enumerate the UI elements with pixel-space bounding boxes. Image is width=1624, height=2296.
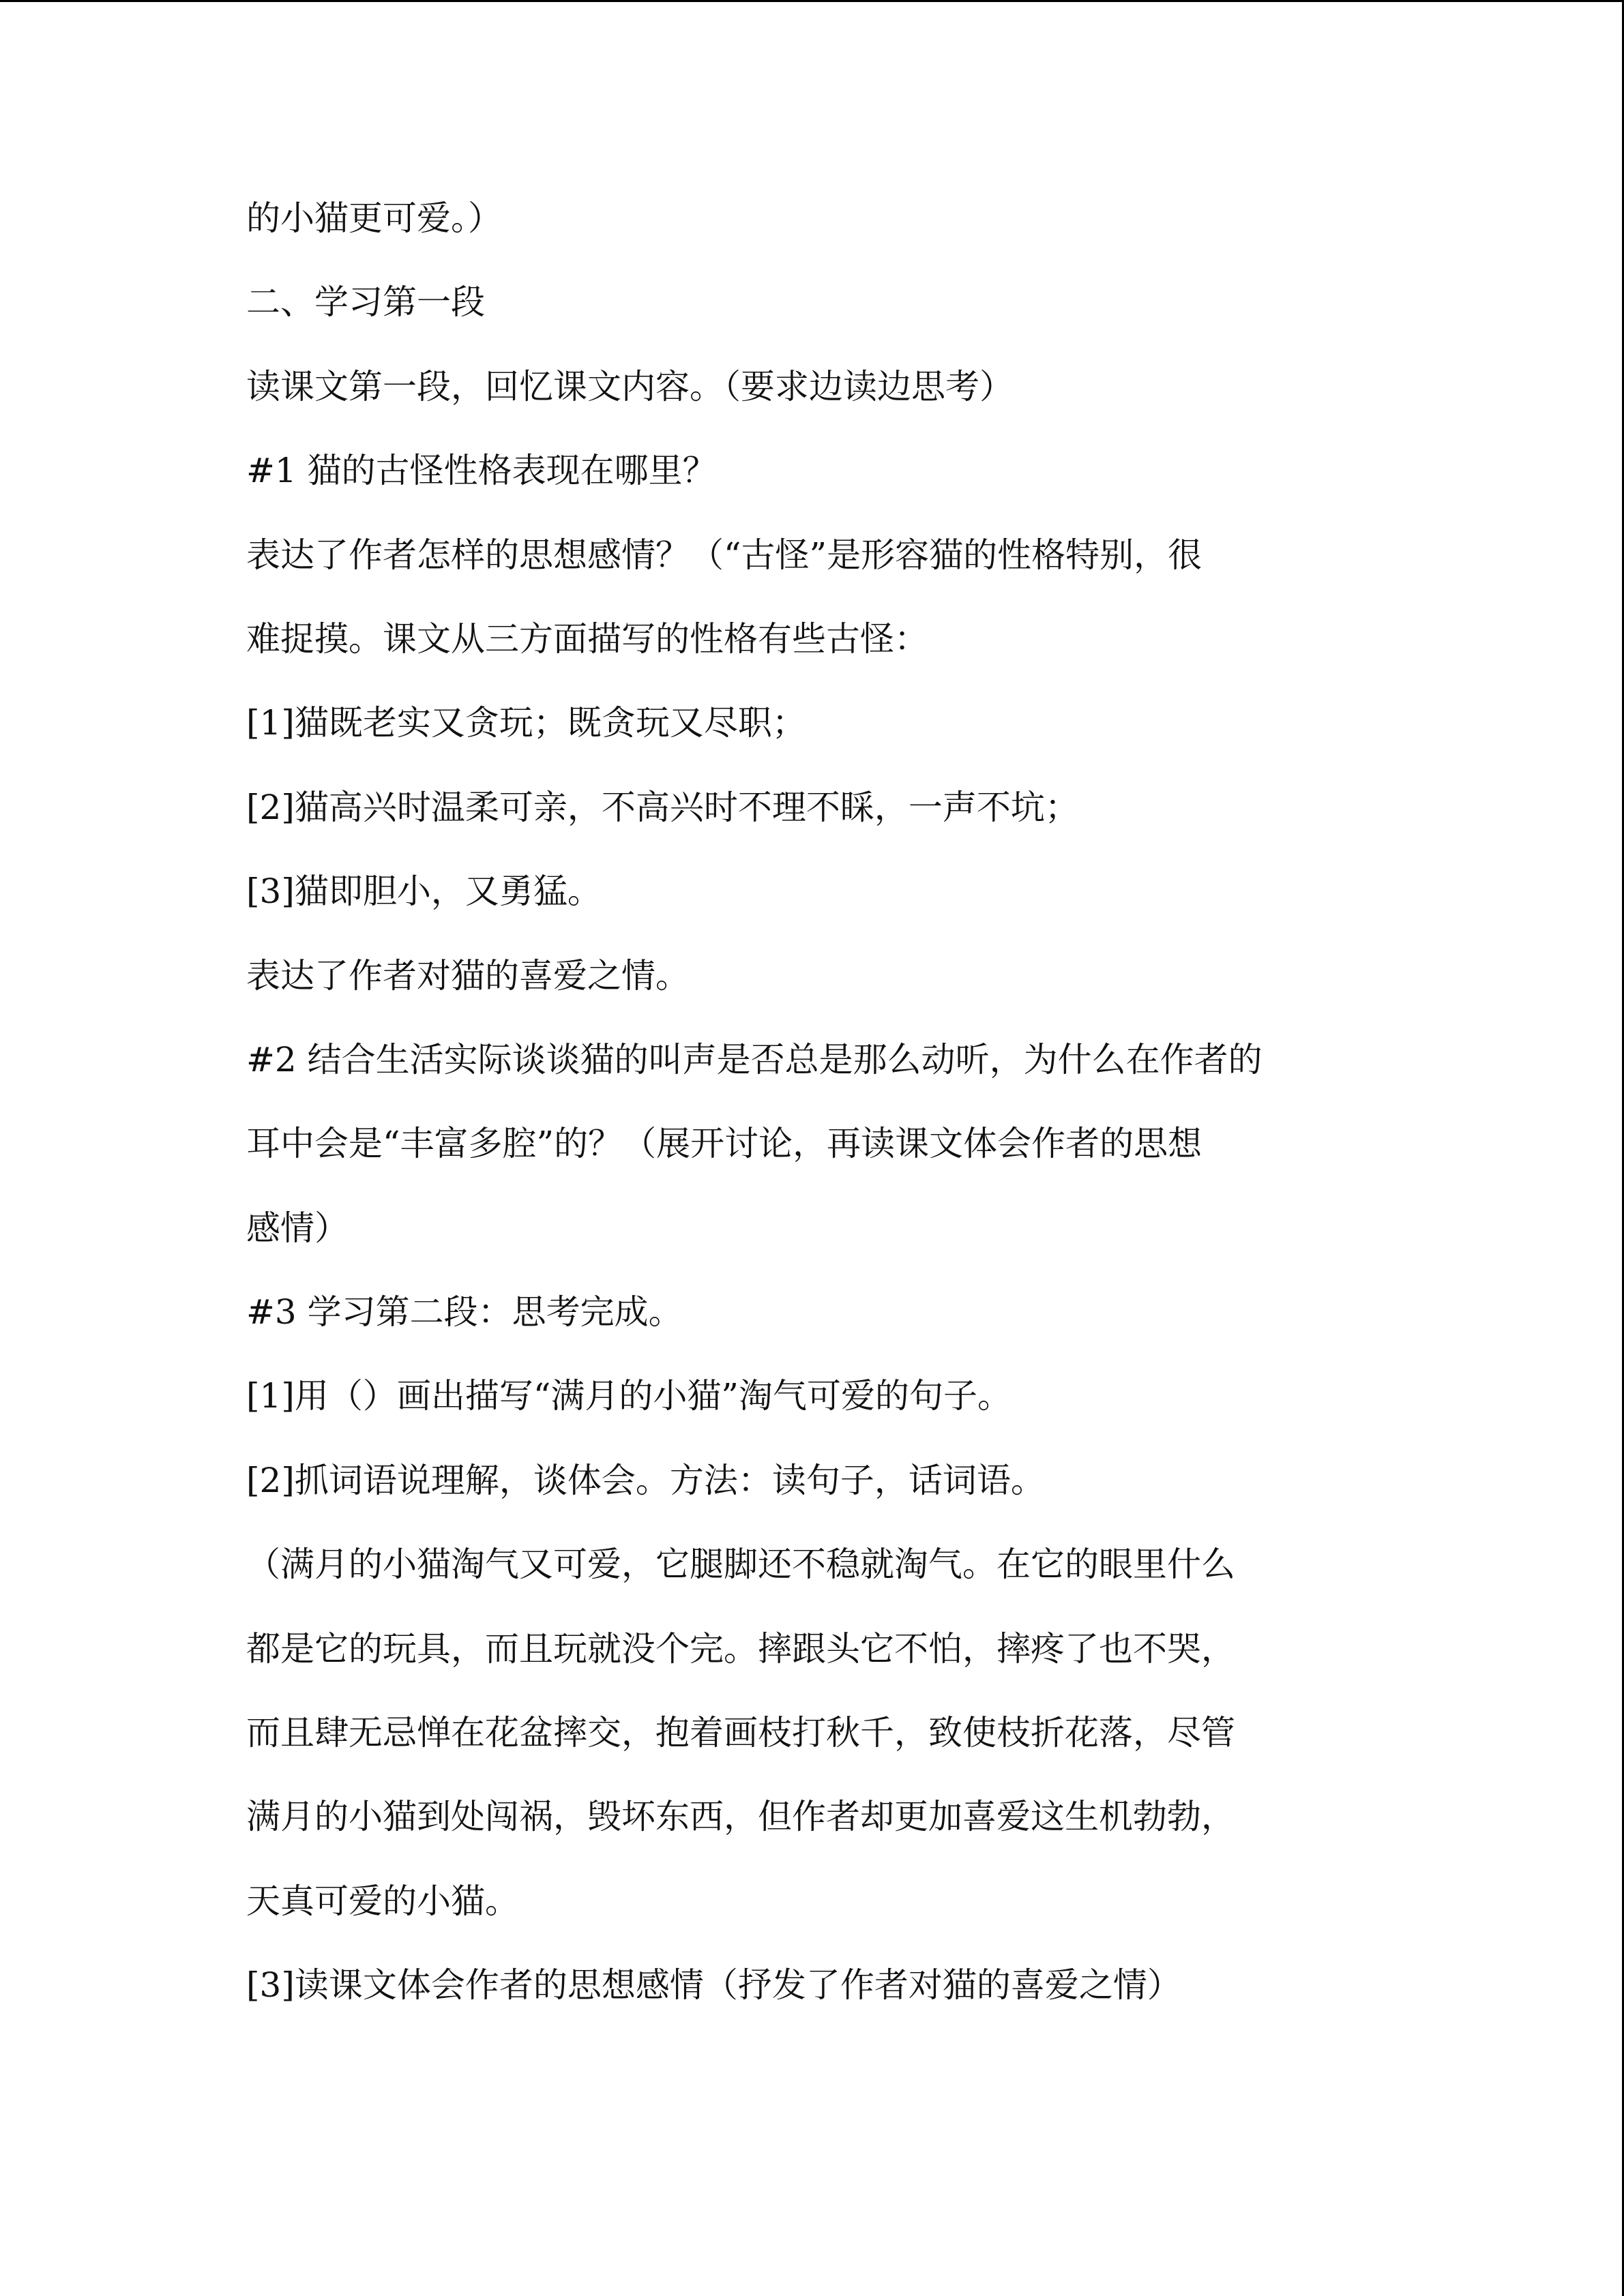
text-line: 感情） bbox=[246, 1208, 349, 1248]
list-item: [3]猫即胆小，又勇猛。 bbox=[246, 871, 602, 912]
question-line: #3 学习第二段：思考完成。 bbox=[246, 1292, 683, 1332]
question-line: #2 结合生活实际谈谈猫的叫声是否总是那么动听，为什么在作者的 bbox=[246, 1039, 1263, 1079]
question-line: #1 猫的古怪性格表现在哪里？ bbox=[246, 451, 717, 491]
text-line: 的小猫更可爱。） bbox=[246, 198, 502, 238]
text-line: 都是它的玩具，而且玩就没个完。摔跟头它不怕，摔疼了也不哭， bbox=[246, 1628, 1235, 1669]
text-line: 读课文第一段，回忆课文内容。（要求边读边思考） bbox=[246, 366, 1014, 406]
list-item: [3]读课文体会作者的思想感情（抒发了作者对猫的喜爱之情） bbox=[246, 1965, 1181, 2006]
text-line: 而且肆无忌惮在花盆摔交，抱着画枝打秋千，致使枝折花落，尽管 bbox=[246, 1713, 1235, 1753]
text-line: 满月的小猫到处闯祸，毁坏东西，但作者却更加喜爱这生机勃勃， bbox=[246, 1797, 1235, 1837]
text-line: 表达了作者对猫的喜爱之情。 bbox=[246, 955, 690, 996]
text-line: 难捉摸。课文从三方面描写的性格有些古怪： bbox=[246, 618, 928, 659]
text-line: 表达了作者怎样的思想感情？（“古怪”是形容猫的性格特别，很 bbox=[246, 535, 1202, 575]
list-item: [2]抓词语说理解，谈体会。方法：读句子，话词语。 bbox=[246, 1460, 1045, 1500]
section-heading: 二、学习第一段 bbox=[246, 282, 485, 323]
list-item: [1]猫既老实又贪玩；既贪玩又尽职； bbox=[246, 703, 806, 743]
text-line: （满月的小猫淘气又可爱，它腿脚还不稳就淘气。在它的眼里什么 bbox=[246, 1545, 1235, 1585]
list-item: [1]用（）画出描写“满月的小猫”淘气可爱的句子。 bbox=[246, 1376, 1012, 1416]
list-item: [2]猫高兴时温柔可亲，不高兴时不理不睬，一声不坑； bbox=[246, 787, 1079, 827]
text-line: 天真可爱的小猫。 bbox=[246, 1881, 519, 1921]
text-line: 耳中会是“丰富多腔”的？（展开讨论，再读课文体会作者的思想 bbox=[246, 1124, 1202, 1164]
document-body bbox=[246, 177, 1385, 2028]
